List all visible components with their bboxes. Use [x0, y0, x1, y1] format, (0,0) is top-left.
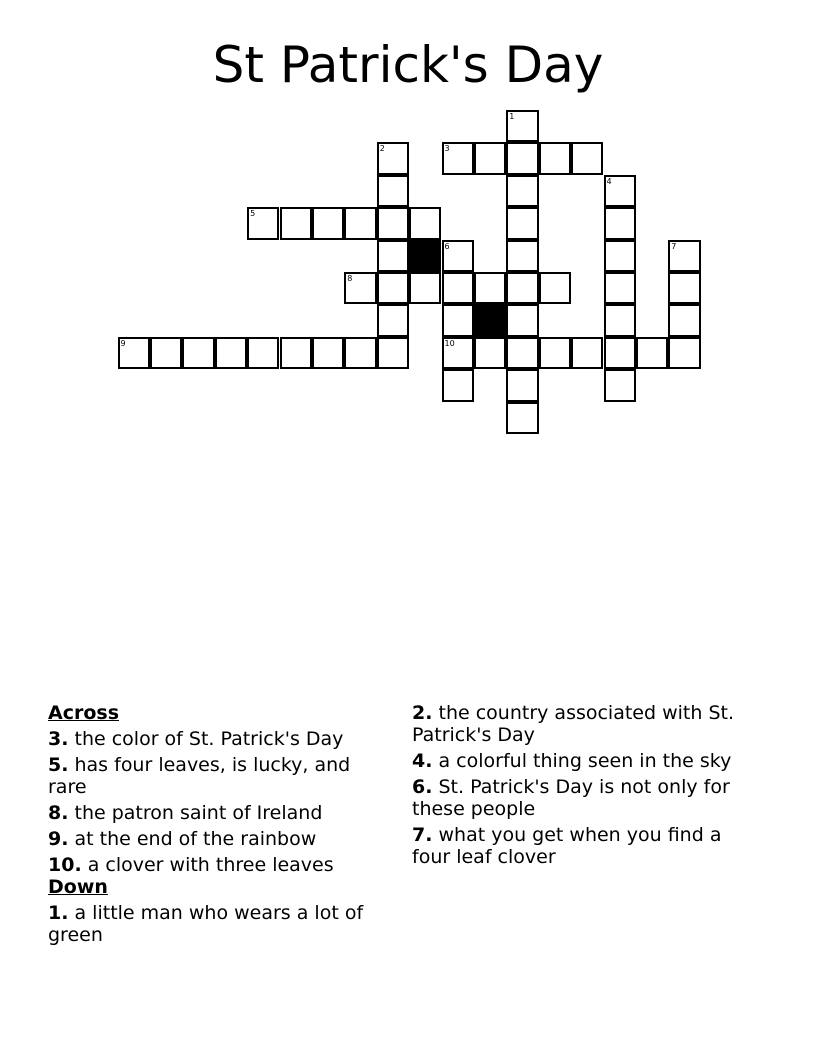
crossword-cell	[280, 337, 312, 369]
crossword-cell	[571, 337, 603, 369]
crossword-cell	[668, 240, 700, 272]
clues-column-left	[48, 702, 388, 946]
crossword-cell	[506, 110, 538, 142]
clue-number: 4	[606, 176, 612, 186]
crossword-cell	[442, 369, 474, 401]
crossword-cell	[506, 207, 538, 239]
crossword-cell	[506, 369, 538, 401]
across-clue-10: 10. a clover with three leaves	[48, 854, 334, 876]
down-clue-4: 4. a colorful thing seen in the sky	[412, 750, 732, 772]
across-clue-8: 8. the patron saint of Ireland	[48, 802, 323, 824]
crossword-cell	[668, 304, 700, 336]
crossword-cell	[668, 272, 700, 304]
crossword-cell	[247, 207, 279, 239]
crossword-cell	[182, 337, 214, 369]
crossword-cell	[312, 207, 344, 239]
crossword-cell	[539, 337, 571, 369]
crossword-cell	[668, 337, 700, 369]
across-clue-9: 9. at the end of the rainbow	[48, 828, 317, 850]
crossword-cell	[118, 337, 150, 369]
crossword-cell	[539, 142, 571, 174]
crossword-cell	[474, 142, 506, 174]
down-heading: Down	[48, 876, 108, 898]
clue-number: 7	[671, 241, 677, 251]
crossword-cell	[409, 272, 441, 304]
crossword-cell	[280, 207, 312, 239]
crossword-grid	[0, 0, 816, 440]
crossword-cell	[442, 337, 474, 369]
crossword-cell	[409, 207, 441, 239]
clues-column-right	[412, 702, 742, 868]
crossword-cell	[604, 369, 636, 401]
crossword-cell	[571, 142, 603, 174]
crossword-cell	[215, 337, 247, 369]
crossword-cell	[344, 207, 376, 239]
crossword-cell	[604, 240, 636, 272]
crossword-cell	[312, 337, 344, 369]
clue-number: 2	[379, 144, 385, 154]
crossword-block	[409, 240, 441, 272]
crossword-cell	[247, 337, 279, 369]
crossword-cell	[377, 304, 409, 336]
crossword-block	[474, 304, 506, 336]
crossword-cell	[604, 272, 636, 304]
crossword-cell	[377, 142, 409, 174]
down-clue-6: 6. St. Patrick's Day is not only for these people	[412, 776, 730, 820]
crossword-cell	[377, 240, 409, 272]
crossword-cell	[474, 337, 506, 369]
crossword-cell	[604, 207, 636, 239]
across-clue-5: 5. has four leaves, is lucky, and rare	[48, 754, 351, 798]
crossword-cell	[506, 304, 538, 336]
crossword-cell	[474, 272, 506, 304]
crossword-cell	[377, 175, 409, 207]
down-clue-7: 7. what you get when you find a four leaf clover	[412, 824, 722, 868]
crossword-cell	[506, 402, 538, 434]
across-heading: Across	[48, 702, 120, 724]
crossword-cell	[442, 240, 474, 272]
crossword-cell	[604, 304, 636, 336]
crossword-cell	[506, 175, 538, 207]
crossword-cell	[442, 272, 474, 304]
page-title: St Patrick's Day	[212, 36, 604, 94]
clue-number: 6	[444, 241, 450, 251]
clue-number: 1	[509, 112, 515, 121]
clue-number: 8	[347, 274, 353, 283]
clue-number: 9	[120, 338, 126, 348]
crossword-cell	[344, 337, 376, 369]
crossword-cell	[377, 207, 409, 239]
across-clue-3: 3. the color of St. Patrick's Day	[48, 728, 344, 750]
clue-number: 3	[444, 144, 450, 154]
crossword-cell	[150, 337, 182, 369]
crossword-cell	[442, 304, 474, 336]
crossword-cell	[539, 272, 571, 304]
crossword-cell	[377, 272, 409, 304]
crossword-cell	[344, 272, 376, 304]
clue-number: 10	[444, 338, 455, 348]
crossword-cell	[604, 337, 636, 369]
crossword-cell	[506, 142, 538, 174]
crossword-cell	[506, 337, 538, 369]
down-clue-2: 2. the country associated with St. Patrick's Day	[412, 702, 734, 746]
crossword-cell	[604, 175, 636, 207]
crossword-cell	[377, 337, 409, 369]
clue-number: 5	[250, 209, 256, 219]
crossword-cell	[636, 337, 668, 369]
crossword-cell	[442, 142, 474, 174]
down-clue-1: 1. a little man who wears a lot of green	[48, 902, 364, 946]
crossword-cell	[506, 272, 538, 304]
crossword-cell	[506, 240, 538, 272]
